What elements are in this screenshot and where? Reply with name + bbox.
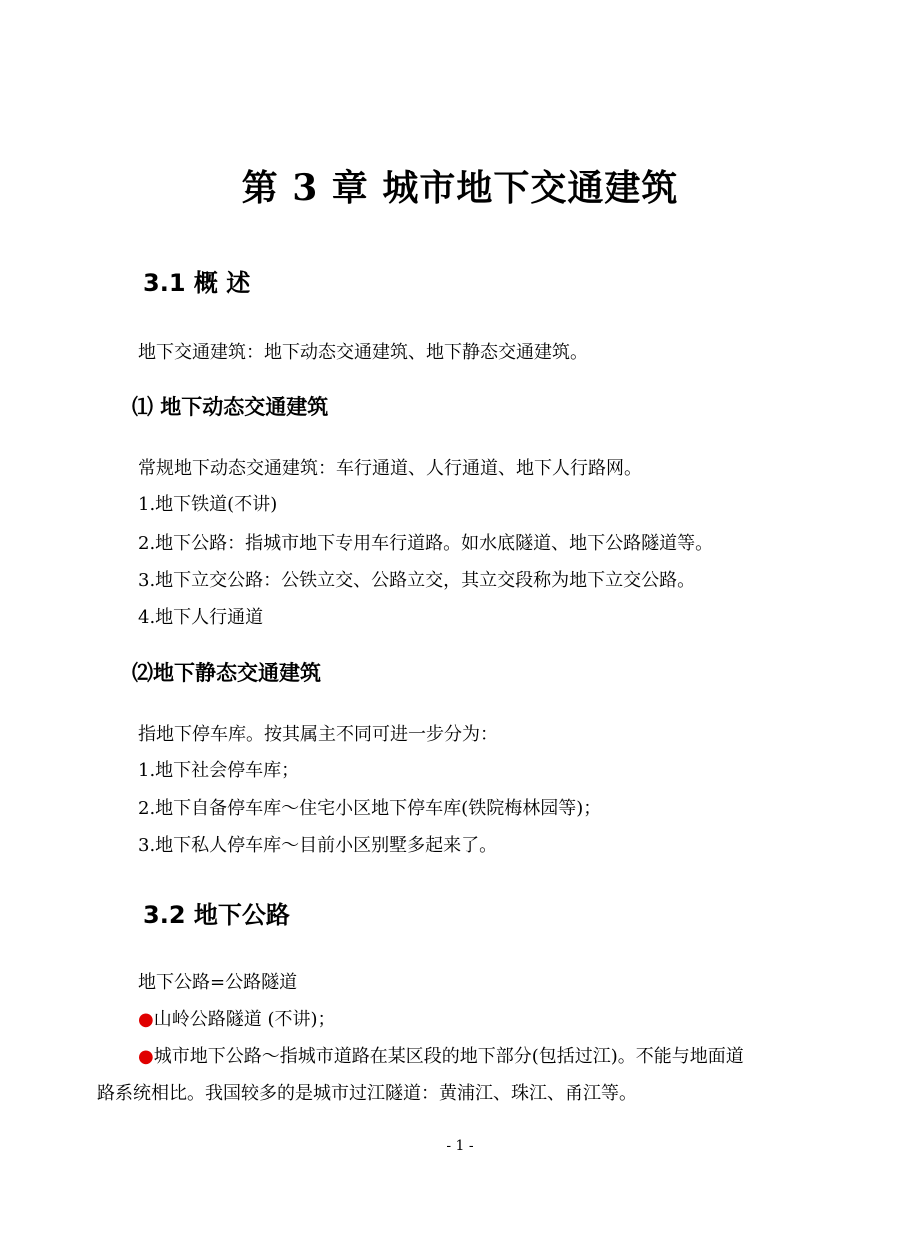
subsection-heading-static: ⑵地下静态交通建筑: [132, 661, 321, 685]
chapter-title: 第 3 章 城市地下交通建筑: [241, 167, 679, 209]
bullet-text: 城市地下公路～指城市道路在某区段的地下部分(包括过江)。不能与地面道: [153, 1046, 744, 1067]
list-item: 4.地下人行通道: [138, 607, 264, 628]
red-bullet-icon: ●: [138, 1046, 154, 1067]
red-bullet-icon: ●: [138, 1009, 154, 1030]
bullet-item: [138, 1043, 744, 1071]
bullet-text-continuation: 路系统相比。我国较多的是城市过江隧道：黄浦江、珠江、甬江等。: [97, 1083, 637, 1104]
list-item: 1.地下社会停车库；: [138, 760, 300, 781]
paragraph-line: 指地下停车库。按其属主不同可进一步分为：: [138, 724, 498, 745]
paragraph-line: 常规地下动态交通建筑：车行通道、人行通道、地下人行路网。: [138, 458, 642, 479]
subsection-heading-dynamic: ⑴ 地下动态交通建筑: [132, 395, 329, 419]
list-item: 3.地下立交公路：公铁立交、公路立交，其立交段称为地下立交公路。: [138, 570, 696, 591]
list-item: 2.地下公路：指城市地下专用车行道路。如水底隧道、地下公路隧道等。: [138, 533, 714, 554]
list-item: 1.地下铁道(不讲): [138, 494, 278, 515]
paragraph-line: 地下公路=公路隧道: [138, 972, 298, 993]
list-item: 2.地下自备停车库～住宅小区地下停车库(铁院梅林园等)；: [138, 798, 602, 819]
section-heading-3-2: 3.2 地下公路: [143, 901, 290, 929]
bullet-text: 山岭公路隧道 (不讲)；: [153, 1009, 336, 1030]
section-intro: 地下交通建筑：地下动态交通建筑、地下静态交通建筑。: [138, 342, 588, 363]
list-item: 3.地下私人停车库～目前小区别墅多起来了。: [138, 835, 498, 856]
section-heading-3-1: 3.1 概 述: [143, 269, 251, 297]
page-number: - 1 -: [446, 1138, 474, 1154]
bullet-item: [138, 1006, 336, 1034]
